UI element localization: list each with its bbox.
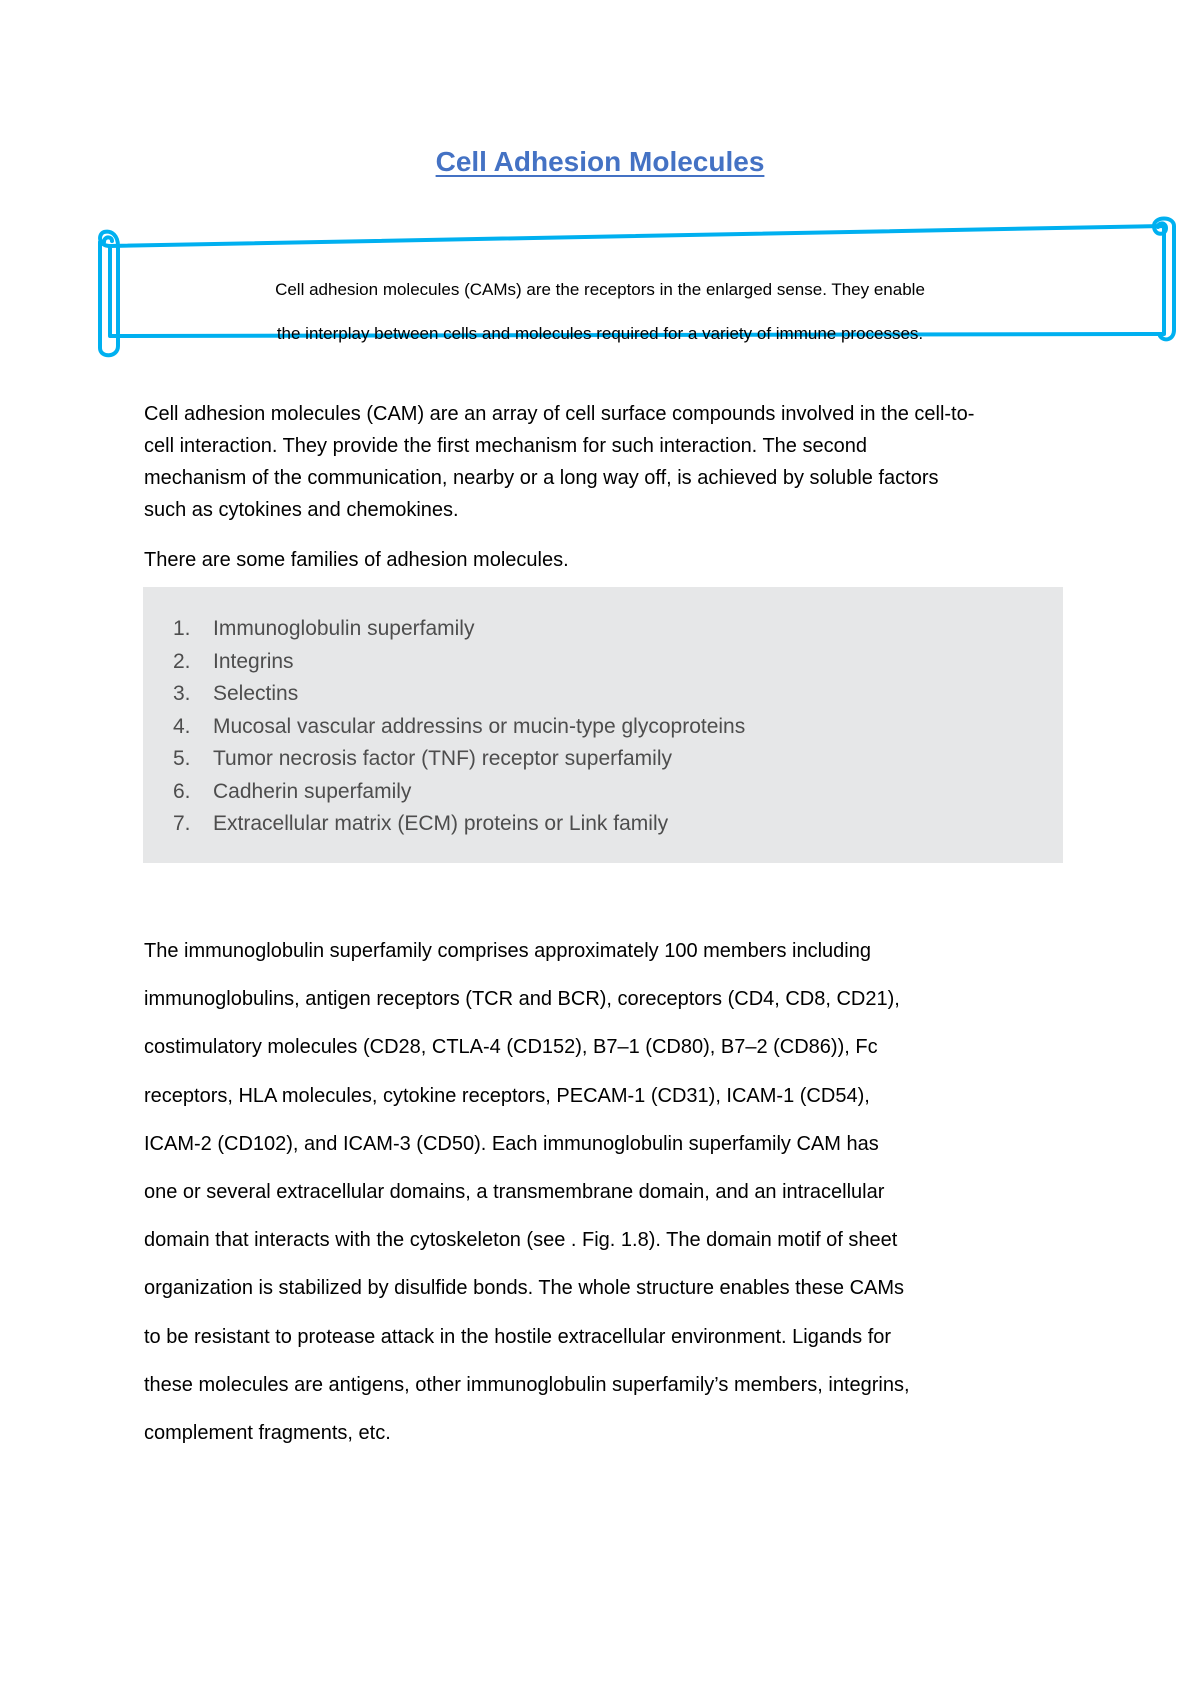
para-line: domain that interacts with the cytoskeleton (see . Fig. 1.8). The domain motif of sheet bbox=[144, 1229, 898, 1252]
para-line: ICAM-2 (CD102), and ICAM-3 (CD50). Each immunoglobulin superfamily CAM has bbox=[144, 1132, 879, 1155]
intro-line: cell interaction. They provide the first mechanism for such interaction. The second bbox=[144, 435, 867, 457]
para-line: these molecules are antigens, other immunoglobulin superfamily’s members, integrins, bbox=[144, 1373, 910, 1396]
list-item-label: Mucosal vascular addressins or mucin-type glycoproteins bbox=[213, 714, 746, 738]
families-list bbox=[173, 613, 745, 841]
list-item bbox=[173, 678, 745, 711]
para-line: The immunoglobulin superfamily comprises approximately 100 members including bbox=[144, 940, 871, 962]
list-item-number: 7. bbox=[173, 812, 191, 835]
list-item bbox=[173, 776, 745, 809]
para-line: costimulatory molecules (CD28, CTLA-4 (CD152), B7–1 (CD80), B7–2 (CD86)), Fc bbox=[144, 1036, 878, 1059]
list-item-number: 2. bbox=[173, 649, 191, 673]
para-line: receptors, HLA molecules, cytokine receptors, PECAM-1 (CD31), ICAM-1 (CD54), bbox=[144, 1084, 870, 1107]
list-item-label: Tumor necrosis factor (TNF) receptor superfamily bbox=[213, 747, 672, 770]
callout-line: Cell adhesion molecules (CAMs) are the receptors in the enlarged sense. They enable bbox=[275, 280, 925, 299]
list-item-label: Cadherin superfamily bbox=[213, 779, 412, 803]
igsf-paragraph bbox=[144, 927, 1084, 1457]
para-line: organization is stabilized by disulfide bonds. The whole structure enables these CAMs bbox=[144, 1277, 905, 1300]
list-item bbox=[173, 743, 745, 776]
list-item bbox=[173, 613, 745, 646]
list-item-number: 1. bbox=[173, 617, 191, 640]
list-item bbox=[173, 646, 745, 679]
callout-text bbox=[150, 268, 1050, 356]
list-item-number: 3. bbox=[173, 682, 191, 705]
callout-line: the interplay between cells and molecules required for a variety of immune processes. bbox=[276, 324, 924, 343]
list-item-number: 6. bbox=[173, 779, 191, 803]
list-item-number: 4. bbox=[173, 714, 191, 738]
list-item bbox=[173, 711, 745, 744]
para-line: immunoglobulins, antigen receptors (TCR and BCR), coreceptors (CD4, CD8, CD21), bbox=[144, 988, 900, 1011]
list-item-label: Selectins bbox=[213, 682, 299, 705]
intro-line: Cell adhesion molecules (CAM) are an array of cell surface compounds involved in the cell-to- bbox=[144, 403, 975, 425]
families-list-box bbox=[143, 587, 1063, 863]
intro-line: such as cytokines and chemokines. bbox=[144, 499, 459, 521]
para-line: one or several extracellular domains, a transmembrane domain, and an intracellular bbox=[144, 1181, 885, 1204]
list-item-label: Immunoglobulin superfamily bbox=[213, 617, 475, 640]
list-item-label: Extracellular matrix (ECM) proteins or Link family bbox=[213, 812, 669, 835]
page-title: Cell Adhesion Molecules bbox=[435, 146, 765, 177]
list-item-label: Integrins bbox=[213, 649, 294, 673]
para-line: to be resistant to protease attack in the hostile extracellular environment. Ligands for bbox=[144, 1325, 892, 1348]
families-heading: There are some families of adhesion molecules. bbox=[144, 549, 569, 571]
list-item bbox=[173, 808, 745, 841]
intro-paragraph bbox=[144, 398, 1064, 526]
intro-line: mechanism of the communication, nearby or a long way off, is achieved by soluble factors bbox=[144, 467, 939, 489]
para-line: complement fragments, etc. bbox=[144, 1422, 391, 1445]
list-item-number: 5. bbox=[173, 747, 191, 770]
